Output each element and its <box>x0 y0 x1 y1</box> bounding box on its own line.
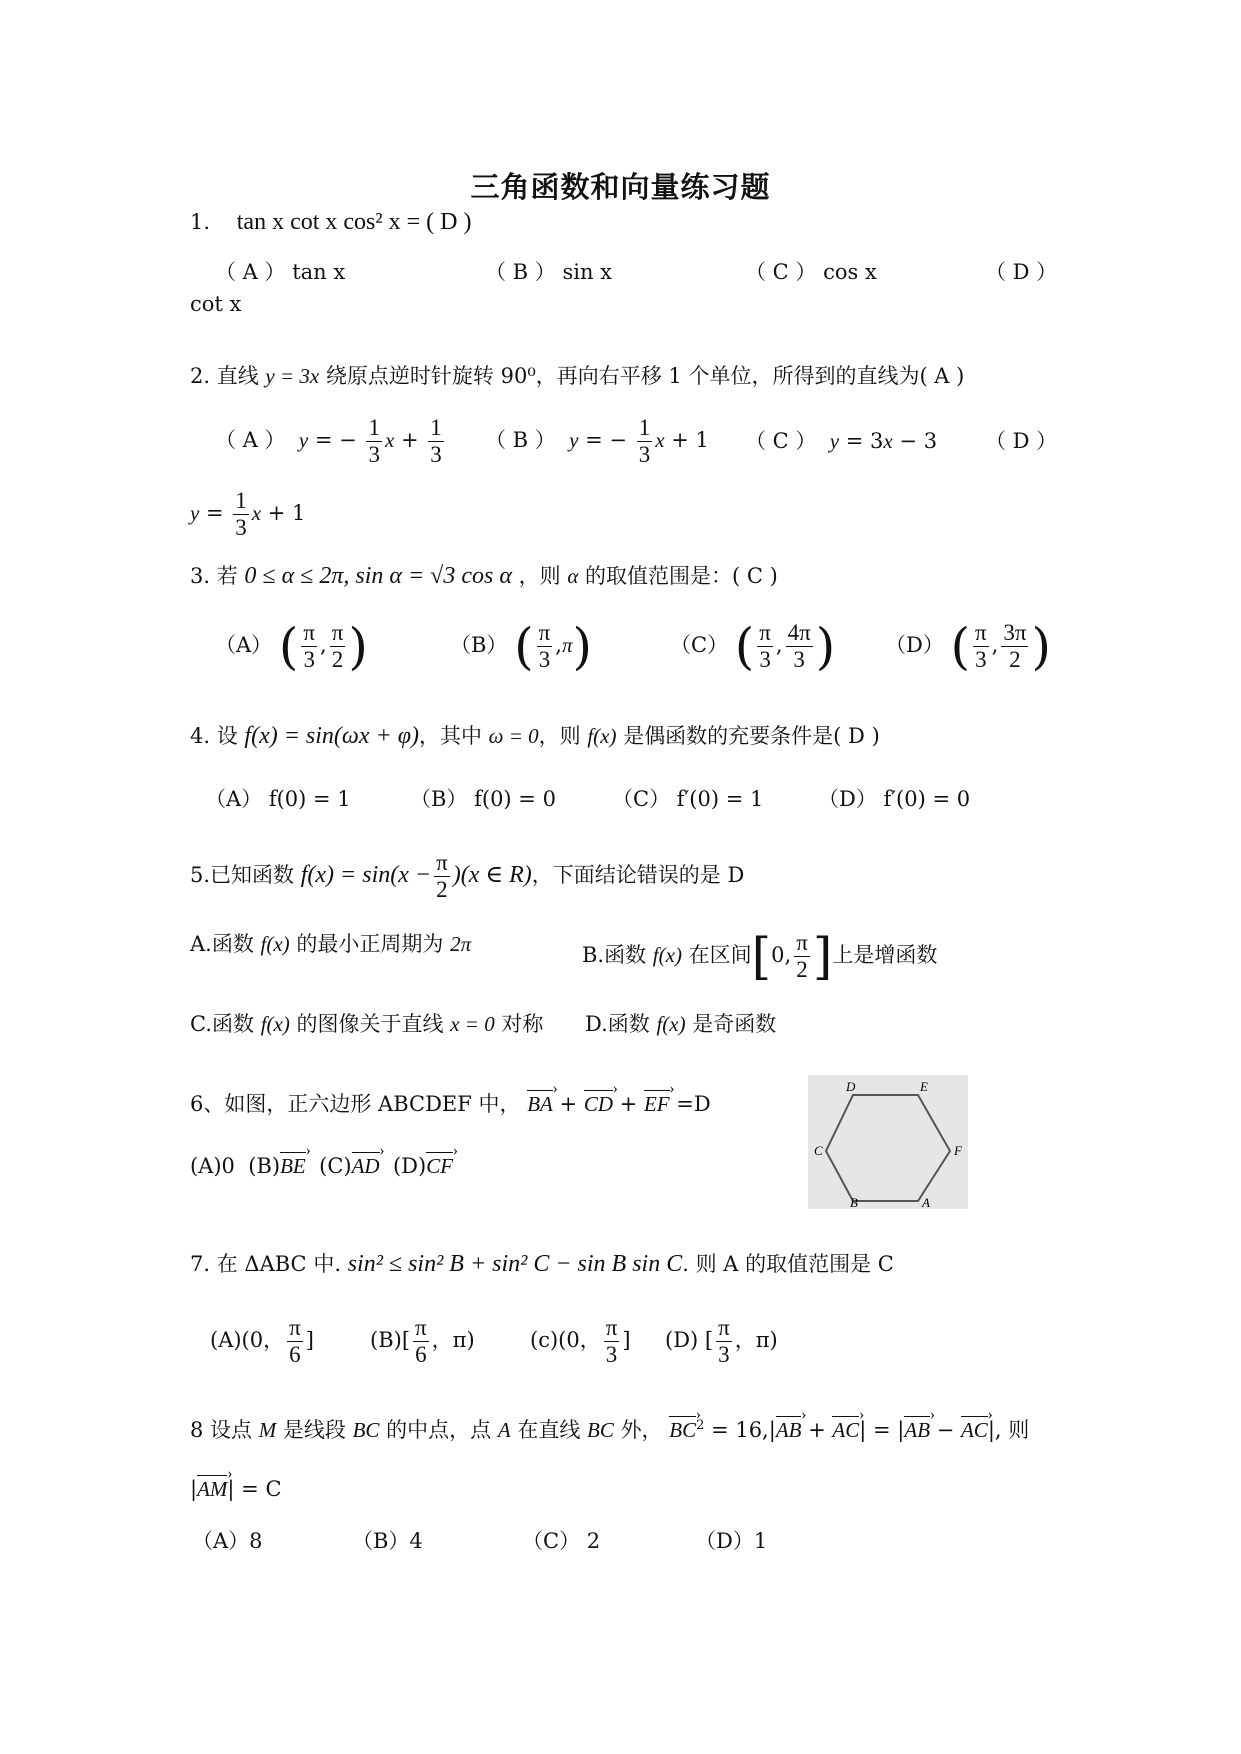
q5-b-text-c: 在区间 <box>688 943 752 967</box>
q1-option-d: （ D ） <box>985 260 1058 284</box>
q7-inequality: sin² ≤ sin² B + sin² C − sin B sin C <box>347 1251 683 1277</box>
q5-b-text-d: 上是增函数 <box>832 943 938 967</box>
q5-domain: )(x ∈ R) <box>452 862 532 888</box>
hex-label-f: F <box>954 1143 962 1158</box>
q3-option-d-label: （D） <box>885 633 944 657</box>
q3-text-e: 的取值范围是：( C ) <box>585 564 778 588</box>
q3-alpha: α <box>567 564 579 588</box>
q2-option-a: （ A ） y = − $\frac{1}{3}$ x + $\frac{1}{3}$ <box>215 415 442 467</box>
q5-c-line: x = 0 <box>450 1012 495 1036</box>
q5-c-text-e: 对称 <box>501 1012 544 1036</box>
q8-option-b: （B）4 <box>352 1529 423 1553</box>
q3-option-b-label: （B） <box>450 633 508 657</box>
q8-option-a: （A）8 <box>192 1529 263 1553</box>
q4-function: f(x) = sin(ωx + φ) <box>244 723 419 749</box>
q5-a-text: A.函数 <box>190 932 254 956</box>
q2-option-b: （ B ） y = − $\frac{1}{3}$ x + 1 <box>485 415 709 467</box>
page-title: 三角函数和向量练习题 <box>470 170 771 204</box>
q4-option-d: （D） f′(0) = 0 <box>818 787 971 811</box>
q3-text-c: ，则 <box>518 564 561 588</box>
q6-option-a: (A)0 <box>190 1154 235 1178</box>
q4-text-g: 是偶函数的充要条件是( D ) <box>623 724 880 748</box>
q8-value: = 16, <box>711 1418 769 1442</box>
q6-vector-be: BE › <box>280 1152 306 1178</box>
q6-vector-ef: EF › <box>644 1090 670 1116</box>
q8-point-m: M <box>258 1418 277 1442</box>
hex-label-b: B <box>850 1195 858 1209</box>
q5-a-period: 2π <box>450 932 472 956</box>
q8-vector-ac: AC › <box>832 1416 859 1442</box>
q1-option-b: （ B ） sin x <box>485 260 612 284</box>
q7-option-c-label: (c)(0， <box>530 1328 601 1352</box>
q3-condition: 0 ≤ α ≤ 2π, sin α = √3 cos α <box>244 563 512 589</box>
question-3 <box>190 562 778 590</box>
q5-a-text-c: 的最小正周期为 <box>296 932 444 956</box>
q8-option-d: （D）1 <box>695 1529 768 1553</box>
q5-b-fx: f(x) <box>652 943 682 967</box>
q6-option-b: (B) <box>248 1154 281 1178</box>
q1-option-c: （ C ） cos x <box>745 260 877 284</box>
q3-text-a: 3. 若 <box>190 564 238 588</box>
q8-vector-ac-2: AC › <box>961 1416 988 1442</box>
q5-b-text: B.函数 <box>582 943 647 967</box>
q5-a-fx: f(x) <box>260 932 290 956</box>
q4-option-c: （C） f′(0) = 1 <box>612 787 764 811</box>
q7-text-e: . 则 A 的取值范围是 C <box>682 1252 894 1276</box>
q8-vector-am: AM › <box>197 1475 227 1501</box>
q7-option-a: (A)(0， $\frac{\pi}{6}$ ] <box>210 1315 314 1367</box>
q4-text-e: ，则 <box>538 724 581 748</box>
q8-text-i: 外， <box>620 1418 663 1442</box>
question-6: 6、如图，正六边形 ABCDEF 中， BA › + CD › + EF › =D <box>190 1090 711 1118</box>
q3-option-a-label: （A） <box>215 633 273 657</box>
hex-label-e: E <box>920 1079 928 1094</box>
q8-line-bc: BC <box>587 1418 614 1442</box>
q2-option-b-label: （ B ） <box>485 428 556 452</box>
q6-vector-cf: CF › <box>426 1152 453 1178</box>
question-8: 8 设点 M 是线段 BC 的中点，点 A 在直线 BC 外， BC ›$^2$ = 16,|AB › + AC ›| = |AB › − AC ›|, 则 <box>190 1412 1029 1444</box>
question-4 <box>190 722 880 750</box>
q3-option-c-label: （C） <box>670 633 729 657</box>
q1-option-d-value: cot x <box>190 292 242 316</box>
q5-d-fx: f(x) <box>656 1012 686 1036</box>
q2-option-d: y = $\frac{1}{3}$ x + 1 <box>190 488 306 540</box>
q2-text-a: 2. 直线 <box>190 364 259 388</box>
q3-option-b: （B） ( $\frac{\pi}{3}$ ,π) <box>450 617 592 676</box>
q5-option-c <box>190 1010 543 1038</box>
q2-option-d-label: （ D ） <box>985 429 1058 453</box>
q4-text-c: ，其中 <box>418 724 482 748</box>
q7-option-c-end: ] <box>622 1328 631 1352</box>
q6-options <box>190 1152 453 1180</box>
q6-option-d: (D) <box>392 1154 427 1178</box>
q3-option-d: （D） ( $\frac{\pi}{3}$ , $\frac{3\pi}{2}$ ) <box>885 617 1051 676</box>
q6-answer: =D <box>676 1092 711 1116</box>
q6-vector-ad: AD › <box>352 1152 380 1178</box>
q5-d-text-c: 是奇函数 <box>692 1012 777 1036</box>
q7-triangle: ΔABC <box>244 1252 307 1276</box>
q1-stem: tan x cot x cos² x = ( D ) <box>236 209 472 235</box>
q7-option-c: (c)(0， $\frac{\pi}{3}$ ] <box>530 1315 631 1367</box>
q7-text-a: 7. 在 <box>190 1252 238 1276</box>
q8-vector-bc: BC › <box>669 1416 696 1442</box>
q4-option-a: （A） f(0) = 1 <box>205 787 351 811</box>
q7-option-b: (B)[ $\frac{\pi}{6}$ ，π) <box>370 1315 475 1367</box>
q5-d-text: D.函数 <box>585 1012 650 1036</box>
q5-option-b: B.函数 f(x) 在区间[0, $\frac{\pi}{2}$ ]上是增函数 <box>582 927 938 986</box>
hex-label-c: C <box>814 1143 823 1158</box>
q2-equation: y = 3x <box>265 364 320 388</box>
q7-option-b-end: ，π) <box>431 1328 475 1352</box>
q5-c-fx: f(x) <box>260 1012 290 1036</box>
q8-vector-ab: AB › <box>776 1416 802 1442</box>
q2-option-a-label: （ A ） <box>215 428 286 452</box>
q3-option-a: （A） ( $\frac{\pi}{3}$ , $\frac{\pi}{2}$ ) <box>215 617 368 676</box>
q8-answer: = C <box>241 1477 282 1501</box>
q1-option-a: （ A ） tan x <box>215 260 346 284</box>
question-5: 5.已知函数 f(x) = sin(x − $\frac{\pi}{2}$ )(x ∈ R)，下面结论错误的是 D <box>190 850 745 902</box>
q4-omega: ω = 0 <box>488 724 539 748</box>
q7-text-c: 中. <box>313 1252 342 1276</box>
q8-option-c: （C） 2 <box>522 1529 601 1553</box>
q5-text-d: ，下面结论错误的是 D <box>531 863 745 887</box>
q5-c-text: C.函数 <box>190 1012 254 1036</box>
q7-option-a-end: ] <box>305 1328 314 1352</box>
hex-label-d: D <box>846 1079 856 1094</box>
q4-option-b: （B） f(0) = 0 <box>410 787 556 811</box>
hexagon-svg <box>808 1075 968 1209</box>
q7-option-d-end: ，π) <box>734 1328 778 1352</box>
q7-option-d: (D) [ $\frac{\pi}{3}$ ，π) <box>665 1315 778 1367</box>
q7-option-d-label: (D) [ <box>665 1328 714 1352</box>
q8-vector-ab-2: AB › <box>904 1416 930 1442</box>
q5-c-text-c: 的图像关于直线 <box>296 1012 444 1036</box>
q8-text-a: 8 设点 <box>190 1418 253 1442</box>
q8-text-g: 在直线 <box>517 1418 581 1442</box>
q2-option-c-label: （ C ） <box>745 429 817 453</box>
question-2 <box>190 362 964 390</box>
q8-segment-bc: BC <box>352 1418 380 1442</box>
q4-fx: f(x) <box>587 724 617 748</box>
q3-option-c: （C） ( $\frac{\pi}{3}$ , $\frac{4\pi}{3}$ ) <box>670 617 836 676</box>
q2-option-c: （ C ） y = 3x − 3 <box>745 429 938 453</box>
hexagon-figure <box>808 1075 968 1209</box>
q8-point-a: A <box>497 1418 511 1442</box>
q2-angle: 90⁰ <box>500 364 536 388</box>
q1-number: 1. <box>190 210 211 234</box>
hexagon-shape <box>826 1095 950 1201</box>
question-1 <box>190 208 471 236</box>
q7-option-a-label: (A)(0， <box>210 1328 285 1352</box>
q8-line-2: |AM ›| = C <box>190 1475 282 1503</box>
q7-option-b-label: (B)[ <box>370 1328 411 1352</box>
q5-option-d <box>585 1010 776 1038</box>
q8-text-k: 则 <box>1008 1418 1030 1442</box>
q5-option-a <box>190 930 471 958</box>
q6-vector-cd: CD › <box>584 1090 613 1116</box>
question-7 <box>190 1250 894 1278</box>
q8-text-e: 的中点，点 <box>386 1418 492 1442</box>
q5-function: f(x) = sin(x − <box>300 862 432 888</box>
q6-option-c: (C) <box>319 1154 352 1178</box>
q6-text-a: 6、如图，正六边形 ABCDEF 中， <box>190 1092 521 1116</box>
q4-text-a: 4. 设 <box>190 724 238 748</box>
q6-vector-ba: BA › <box>527 1090 553 1116</box>
hex-label-a: A <box>922 1195 930 1209</box>
q2-text-c: 绕原点逆时针旋转 <box>325 364 494 388</box>
q2-text-e: ，再向右平移 1 个单位，所得到的直线为( A ) <box>535 364 965 388</box>
q5-text-a: 5.已知函数 <box>190 863 295 887</box>
q8-text-c: 是线段 <box>282 1418 346 1442</box>
